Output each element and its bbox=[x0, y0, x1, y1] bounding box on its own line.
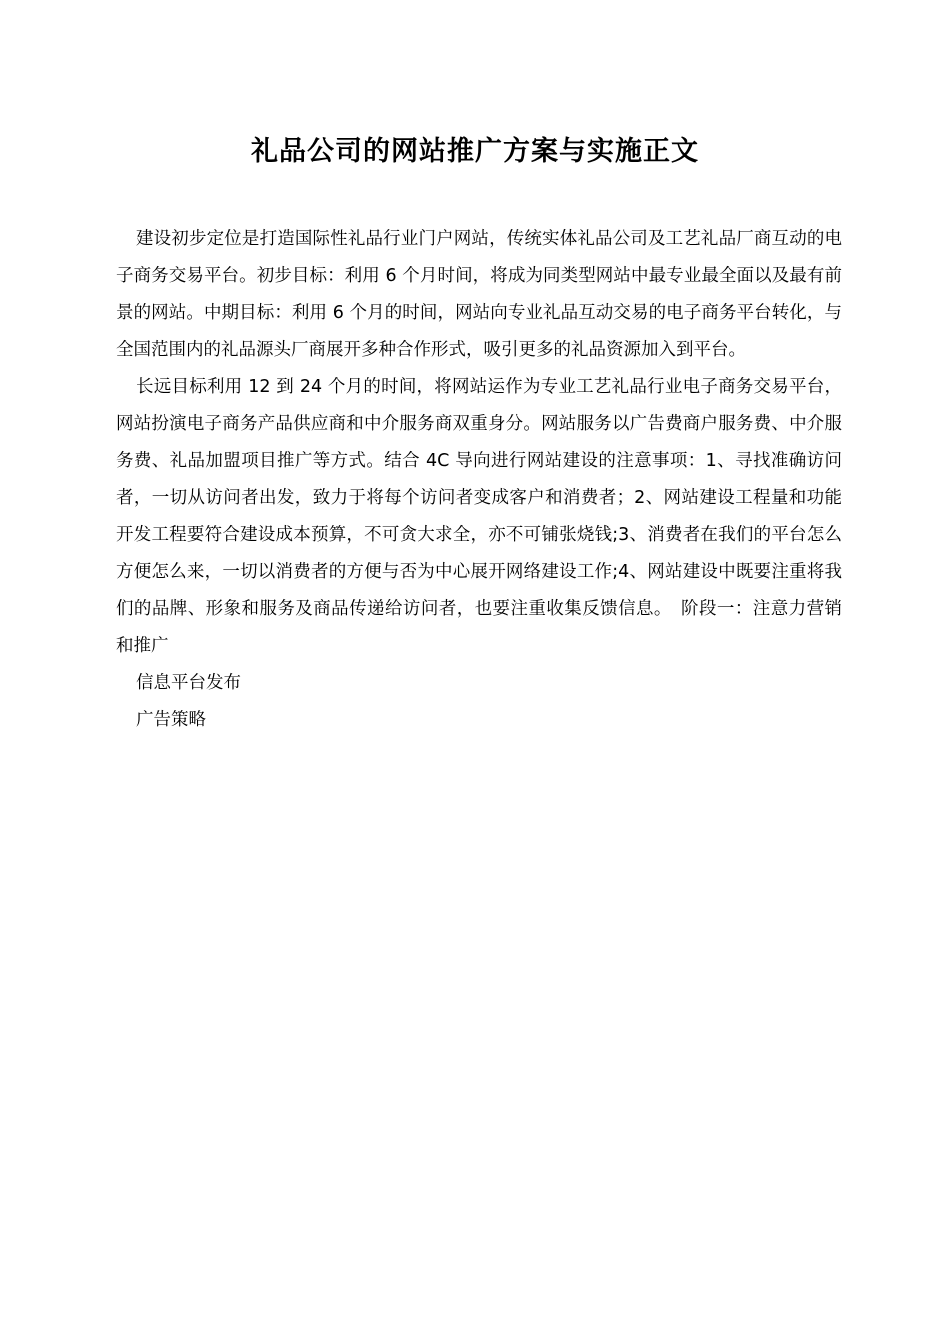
heading-info-platform-release: 信息平台发布 bbox=[136, 673, 241, 693]
heading-advertising-strategy: 广告策略 bbox=[136, 710, 206, 730]
document-title: 礼品公司的网站推广方案与实施正文 bbox=[251, 136, 699, 167]
paragraph-long-term-goals: 长远目标利用 12 到 24 个月的时间，将网站运作为专业工艺礼品行业电子商务交易平台，网站扮演电子商务产品供应商和中介服务商双重身分。网站服务以广告费商户服务费、中介服务费、礼品加盟项目推广等方式。结合 4C 导向进行网站建设的注意事项：1、寻找准确访问者，一切从访问者出发，致力于将每个访问者变成客户和消费者；2、网站建设工程量和功能开发工程要符合建设成本预算，不可贪大求全，亦不可铺张烧钱;3、消费者在我们的平台怎么方便怎么来，一切以消费者的方便与否为中心展开网络建设工作;4、网站建设中既要注重将我们的品牌、形象和服务及商品传递给访问者，也要注重收集反馈信息。 阶段一：注意力营销和推广 bbox=[116, 377, 842, 656]
paragraph-positioning-goals: 建设初步定位是打造国际性礼品行业门户网站，传统实体礼品公司及工艺礼品厂商互动的电子商务交易平台。初步目标：利用 6 个月时间，将成为同类型网站中最专业最全面以及最有前景的网站。中期目标：利用 6 个月的时间，网站向专业礼品互动交易的电子商务平台转化，与全国范围内的礼品源头厂商展开多种合作形式，吸引更多的礼品资源加入到平台。 bbox=[116, 229, 842, 360]
document-body bbox=[116, 221, 842, 739]
